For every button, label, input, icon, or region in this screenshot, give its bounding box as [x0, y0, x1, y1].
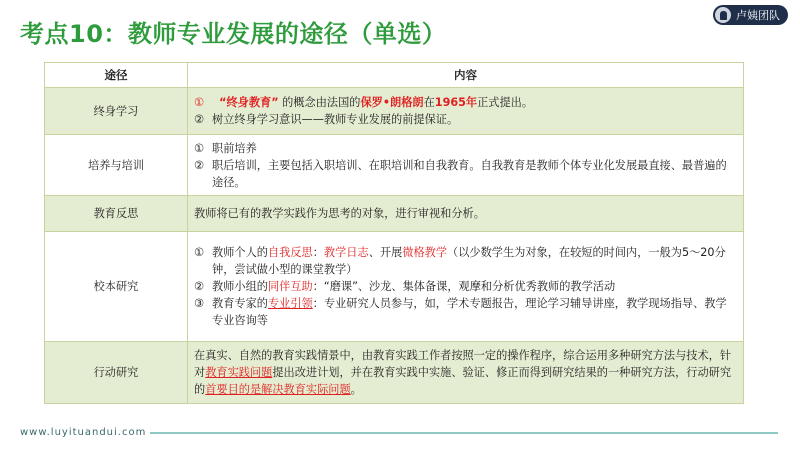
page-title: 考点10：教师专业发展的途径（单选） — [20, 20, 447, 48]
text-part: 教育专家的 — [212, 297, 268, 310]
highlight-term: 自我反思 — [267, 246, 313, 259]
highlight-term: “终身教育” — [219, 96, 279, 109]
table-row-reflection — [45, 196, 744, 232]
text-part: 提出改进计划，并在教育实践中实施、验证、修正而得到研究结果的一种研究方法，行动研究的 — [194, 366, 732, 396]
text-part: ：“磨课”、沙龙、集体备课，观摩和分析优秀教师的教学活动 — [312, 280, 616, 293]
list-item — [194, 157, 737, 191]
item-number: ① — [194, 246, 205, 259]
row-label: 教育反思 — [45, 196, 188, 232]
item-text: 树立终身学习意识——教师专业发展的前提保证。 — [212, 113, 459, 126]
row-label: 终身学习 — [45, 88, 188, 135]
highlight-term: 教育实践问题 — [205, 366, 273, 379]
text-part: 。 — [350, 383, 362, 396]
table-row-lifelong — [45, 88, 744, 135]
row-content — [188, 342, 744, 404]
table-header — [45, 63, 744, 88]
highlight-year: 1965年 — [434, 96, 478, 109]
list-item — [194, 295, 737, 329]
brand-name: 卢姨团队 — [736, 9, 780, 22]
item-number: ③ — [194, 297, 205, 310]
item-text — [212, 295, 737, 329]
item-number: ① — [194, 96, 205, 109]
avatar-icon — [715, 7, 731, 23]
text-part: 教师小组的 — [212, 280, 268, 293]
table-row-training — [45, 135, 744, 196]
header-col1: 途径 — [45, 63, 188, 88]
row-content — [188, 88, 744, 135]
list-item — [194, 140, 737, 157]
table-row-action — [45, 342, 744, 404]
highlight-term: 微格教学 — [402, 246, 448, 259]
item-text: 职前培养 — [212, 141, 257, 155]
item-text: 职后培训，主要包括入职培训、在职培训和自我教育。自我教育是教师个体专业化发展最直接、最普遍的途径。 — [212, 158, 727, 189]
text-part: 的概念由法国的 — [282, 96, 361, 109]
text-part: 在 — [423, 96, 435, 109]
table-row-school — [45, 232, 744, 342]
row-content: 教师将已有的教学实践作为思考的对象，进行审视和分析。 — [188, 196, 744, 232]
footer-url: www.luyituandui.com — [20, 427, 147, 438]
item-number: ① — [194, 141, 205, 155]
item-text — [212, 278, 615, 295]
item-number: ② — [194, 280, 205, 293]
highlight-term: 专业引领 — [267, 297, 313, 310]
text-part: ： — [312, 246, 324, 259]
row-content — [188, 135, 744, 196]
list-item — [194, 111, 737, 128]
highlight-term: 同伴互助 — [267, 280, 313, 293]
item-number: ② — [194, 113, 205, 126]
item-number: ② — [194, 158, 205, 172]
list-item — [194, 278, 737, 295]
item-text — [212, 244, 737, 278]
list-item — [194, 244, 737, 278]
text-part: 正式提出。 — [477, 96, 534, 109]
highlight-term: 首要目的是解决教育实际问题 — [205, 383, 351, 396]
row-label: 培养与培训 — [45, 135, 188, 196]
brand-badge — [713, 5, 788, 25]
item-text — [212, 94, 533, 111]
list-item — [194, 94, 737, 111]
content-table — [44, 62, 744, 404]
footer-divider — [150, 432, 778, 434]
row-label: 校本研究 — [45, 232, 188, 342]
header-col2: 内容 — [188, 63, 744, 88]
highlight-term: 教学日志 — [323, 246, 369, 259]
text-part: 、开展 — [368, 246, 403, 259]
text-part: 在真实、自然的教育实践情景中，由教育实践工作者按照一定的操作程序，综合运用多种研究方法与技术，针对 — [194, 349, 732, 379]
highlight-name: 保罗•朗格朗 — [360, 96, 424, 109]
row-content — [188, 232, 744, 342]
row-label: 行动研究 — [45, 342, 188, 404]
text-part: 教师个人的 — [212, 246, 268, 259]
text-part: （以少数学生为对象，在较短的时间内，一般为5～20分钟，尝试做小型的课堂教学） — [212, 246, 726, 276]
text-part: ：专业研究人员参与，如，学术专题报告，理论学习辅导讲座，教学现场指导、教学专业咨询等 — [212, 297, 727, 327]
